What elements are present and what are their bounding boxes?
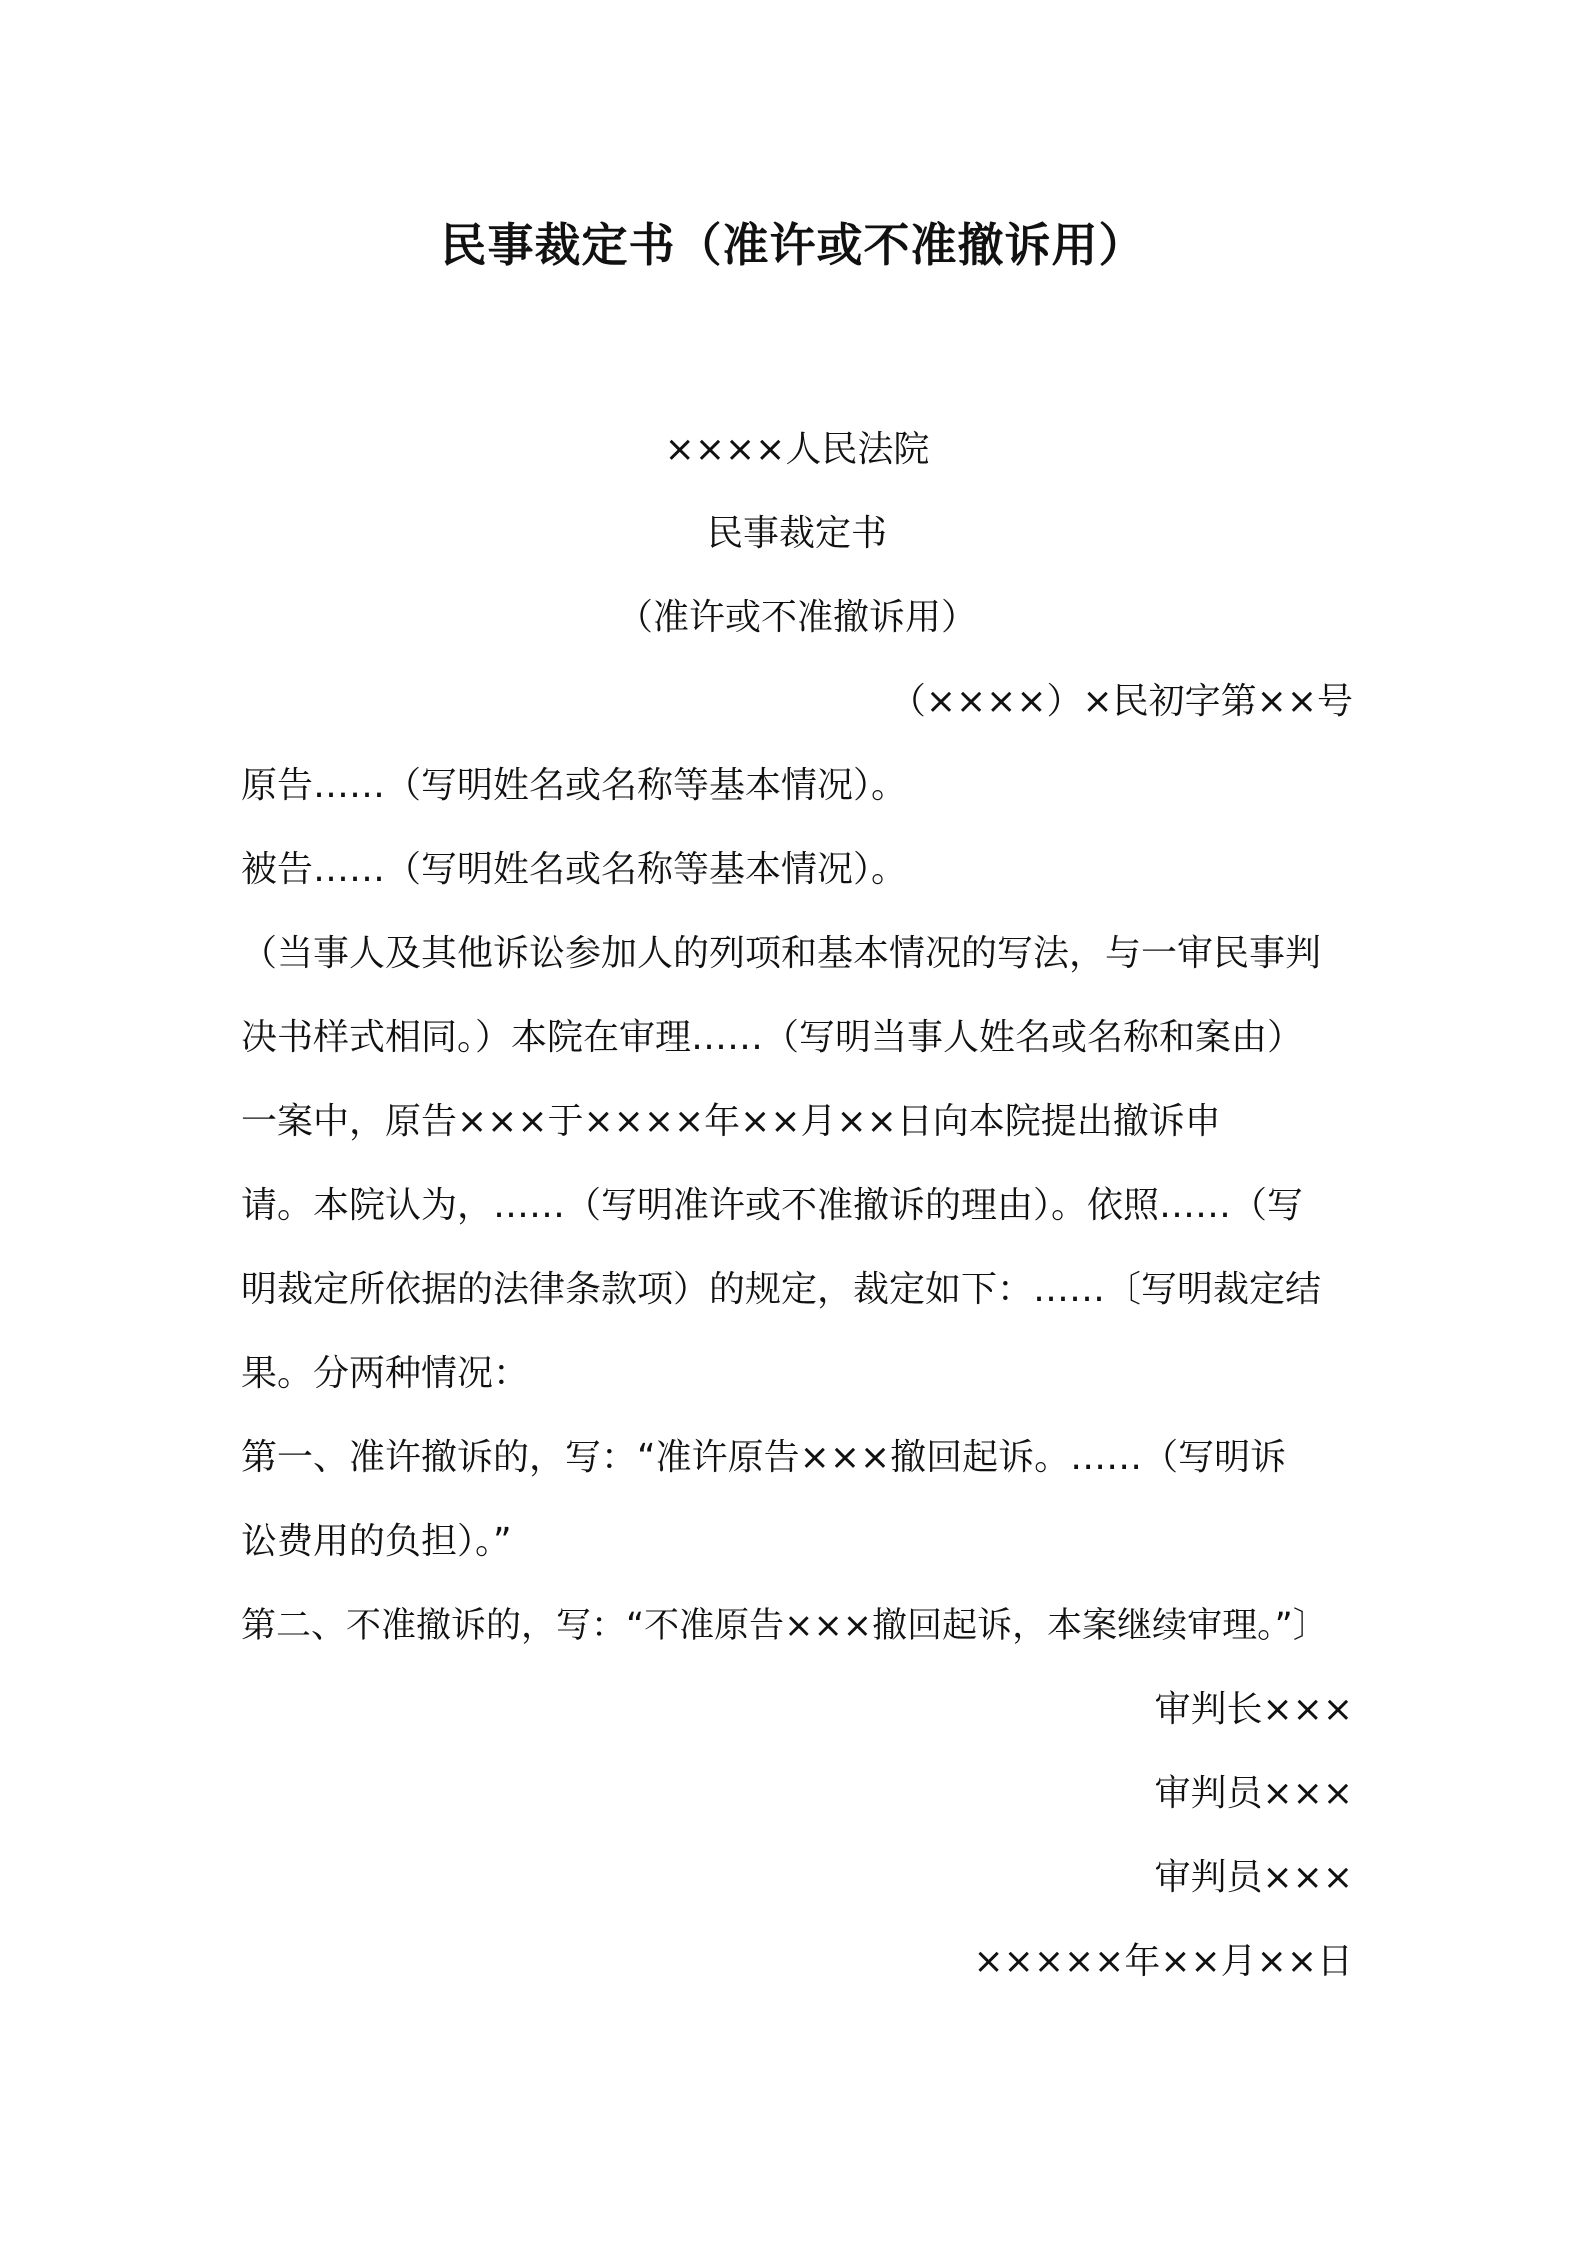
signature-judge: 审判员××× (1154, 1773, 1353, 1814)
body-line: 第二、不准撤诉的，写：“不准原告×××撤回起诉，本案继续审理。”〕 (241, 1606, 1328, 1646)
body-line: （当事人及其他诉讼参加人的列项和基本情况的写法，与一审民事判 (241, 933, 1322, 974)
body-line: 果。分两种情况： (241, 1353, 530, 1394)
body-line: 一案中，原告×××于××××年××月××日向本院提出撤诉申 (241, 1101, 1221, 1142)
body-line: 讼费用的负担）。” (241, 1521, 512, 1562)
document-body (241, 408, 1353, 2004)
document-type: 民事裁定书 (706, 513, 887, 554)
body-line: 第一、准许撤诉的，写：“准许原告×××撤回起诉。……（写明诉 (241, 1437, 1287, 1478)
body-line: 请。本院认为，……（写明准许或不准撤诉的理由）。依照……（写 (241, 1185, 1304, 1226)
document-title: 民事裁定书（准许或不准撤诉用） (440, 218, 1146, 272)
case-number: （××××）×民初字第××号 (889, 681, 1353, 722)
body-line: 明裁定所依据的法律条款项）的规定，裁定如下：……〔写明裁定结 (241, 1269, 1322, 1310)
body-line: 决书样式相同。）本院在审理……（写明当事人姓名或名称和案由） (241, 1017, 1304, 1058)
defendant-line: 被告……（写明姓名或名称等基本情况）。 (241, 849, 908, 890)
signature-presiding-judge: 审判长××× (1154, 1689, 1353, 1730)
plaintiff-line: 原告……（写明姓名或名称等基本情况）。 (241, 765, 908, 806)
signature-judge: 审判员××× (1154, 1857, 1353, 1898)
document-date: ×××××年××月××日 (973, 1941, 1353, 1982)
document-subtype: （准许或不准撤诉用） (616, 597, 977, 638)
court-name: ××××人民法院 (664, 429, 930, 470)
